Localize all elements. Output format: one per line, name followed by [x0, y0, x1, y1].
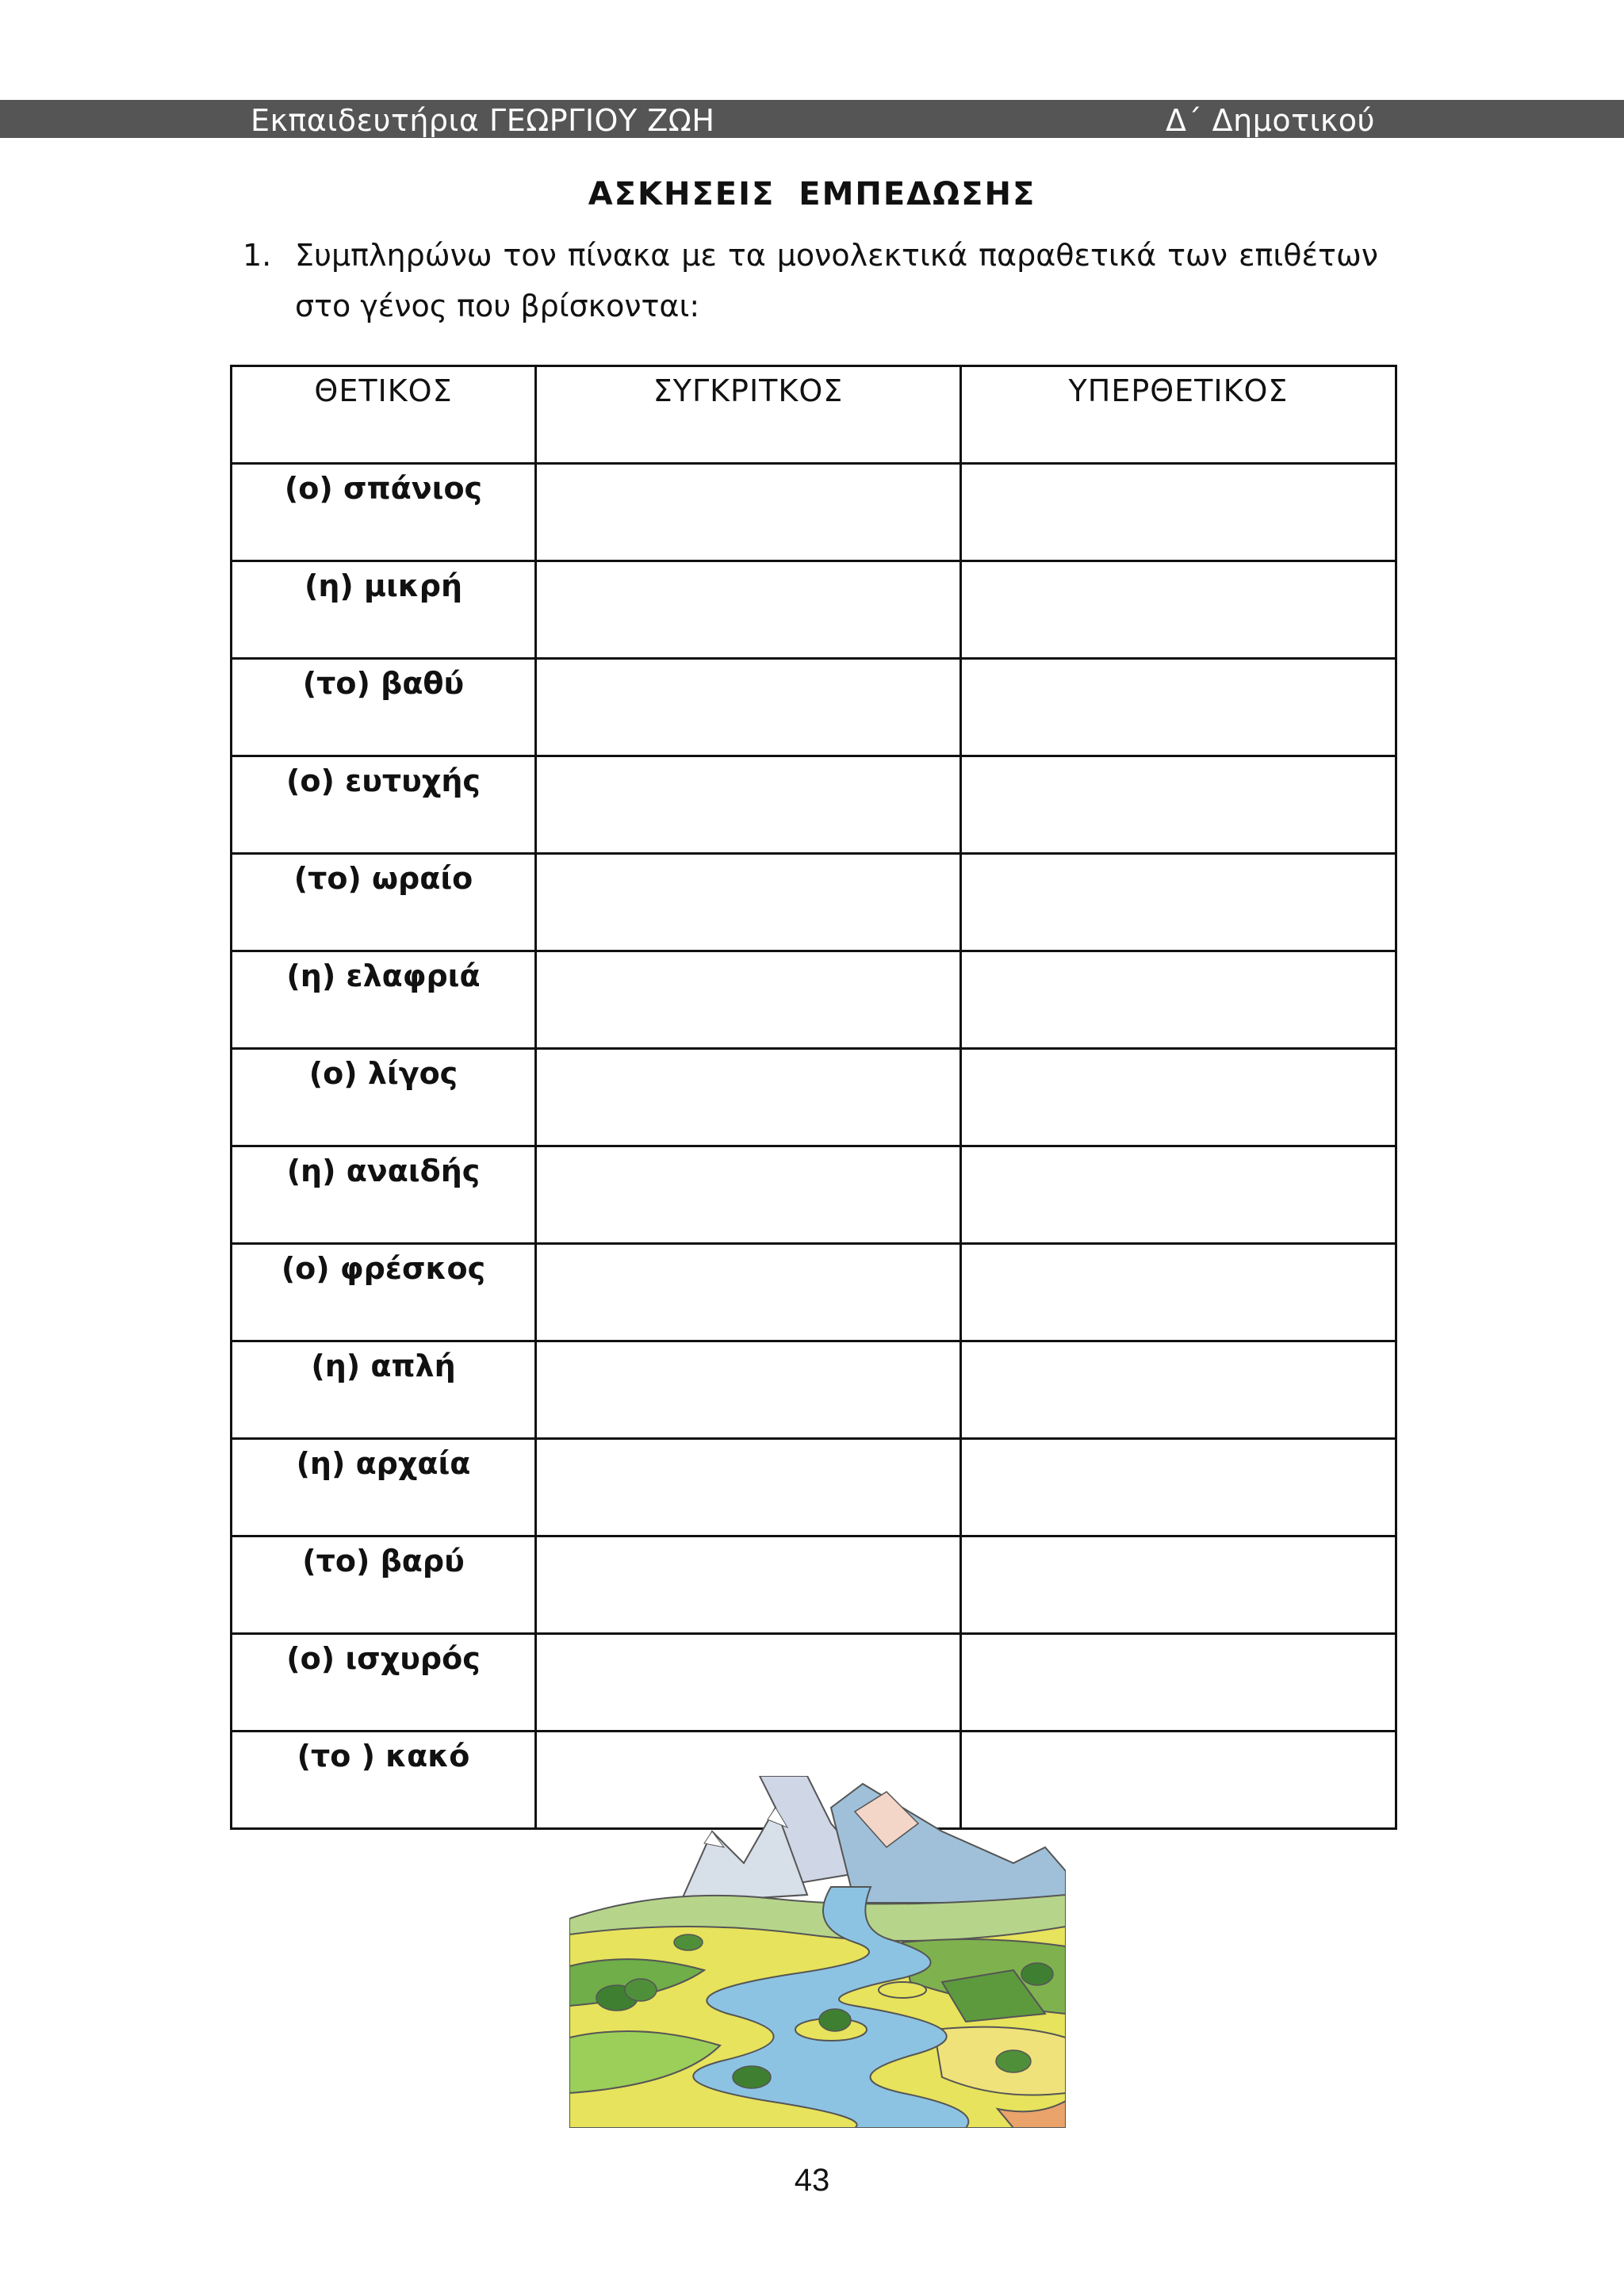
table-row	[232, 854, 1396, 951]
adjective-cell: (το) ωραίο	[232, 854, 536, 951]
table-row	[232, 1536, 1396, 1634]
comparative-answer-cell[interactable]	[536, 951, 961, 1049]
superlative-answer-cell[interactable]	[961, 1049, 1396, 1146]
page-title: ΑΣΚΗΣΕΙΣ ΕΜΠΕΔΩΣΗΣ	[588, 176, 1036, 212]
exercise-number: 1.	[243, 238, 272, 273]
comparative-answer-cell[interactable]	[536, 1146, 961, 1244]
column-header-comparative: ΣΥΓΚΡΙΤΚΟΣ	[536, 366, 961, 464]
adjective-cell: (το) βαθύ	[232, 659, 536, 756]
landscape-river-illustration	[569, 1776, 1066, 2128]
table-row	[232, 951, 1396, 1049]
superlative-answer-cell[interactable]	[961, 1244, 1396, 1341]
comparative-answer-cell[interactable]	[536, 854, 961, 951]
table-row	[232, 756, 1396, 854]
superlative-answer-cell[interactable]	[961, 561, 1396, 659]
table-row	[232, 1049, 1396, 1146]
header-grade: Δ΄ Δημοτικού	[1166, 103, 1375, 138]
adjective-cell: (ο) φρέσκος	[232, 1244, 536, 1341]
comparative-answer-cell[interactable]	[536, 756, 961, 854]
superlative-answer-cell[interactable]	[961, 756, 1396, 854]
page-number: 43	[794, 2163, 830, 2198]
superlative-answer-cell[interactable]	[961, 659, 1396, 756]
adjective-cell: (η) μικρή	[232, 561, 536, 659]
superlative-answer-cell[interactable]	[961, 951, 1396, 1049]
exercise-text: Συμπληρώνω τον πίνακα με τα μονολεκτικά παραθετικά των επιθέτων στο γένος που βρίσκονται:	[295, 238, 1378, 323]
table-row	[232, 1634, 1396, 1732]
comparative-answer-cell[interactable]	[536, 1341, 961, 1439]
table-header-row	[232, 366, 1396, 464]
adjective-cell: (ο) λίγος	[232, 1049, 536, 1146]
comparative-answer-cell[interactable]	[536, 1244, 961, 1341]
superlative-answer-cell[interactable]	[961, 464, 1396, 561]
comparative-answer-cell[interactable]	[536, 1536, 961, 1634]
comparative-answer-cell[interactable]	[536, 464, 961, 561]
table-row	[232, 1439, 1396, 1536]
superlative-answer-cell[interactable]	[961, 1146, 1396, 1244]
adjective-cell: (η) αναιδής	[232, 1146, 536, 1244]
superlative-answer-cell[interactable]	[961, 854, 1396, 951]
adjective-cell: (ο) σπάνιος	[232, 464, 536, 561]
table-row	[232, 1341, 1396, 1439]
superlative-answer-cell[interactable]	[961, 1439, 1396, 1536]
column-header-positive: ΘΕΤΙΚΟΣ	[232, 366, 536, 464]
adjective-cell: (η) ελαφριά	[232, 951, 536, 1049]
comparative-answer-cell[interactable]	[536, 659, 961, 756]
column-header-superlative: ΥΠΕΡΘΕΤΙΚΟΣ	[961, 366, 1396, 464]
header-school-name: Εκπαιδευτήρια ΓΕΩΡΓΙΟΥ ΖΩΗ	[251, 103, 715, 138]
exercise-instructions	[243, 230, 1378, 331]
table-row	[232, 1244, 1396, 1341]
table-row	[232, 1146, 1396, 1244]
superlative-answer-cell[interactable]	[961, 1634, 1396, 1732]
adjective-cell: (ο) ευτυχής	[232, 756, 536, 854]
table-row	[232, 659, 1396, 756]
adjective-cell: (η) απλή	[232, 1341, 536, 1439]
comparative-answer-cell[interactable]	[536, 1049, 961, 1146]
comparative-answer-cell[interactable]	[536, 561, 961, 659]
superlative-answer-cell[interactable]	[961, 1536, 1396, 1634]
table-row	[232, 561, 1396, 659]
superlative-answer-cell[interactable]	[961, 1341, 1396, 1439]
adjective-cell: (το ) κακό	[232, 1732, 536, 1829]
adjective-cell: (το) βαρύ	[232, 1536, 536, 1634]
adjective-cell: (ο) ισχυρός	[232, 1634, 536, 1732]
comparative-answer-cell[interactable]	[536, 1634, 961, 1732]
comparison-table	[230, 365, 1397, 1830]
table-row	[232, 464, 1396, 561]
header-bar	[0, 100, 1624, 138]
adjective-cell: (η) αρχαία	[232, 1439, 536, 1536]
comparative-answer-cell[interactable]	[536, 1439, 961, 1536]
